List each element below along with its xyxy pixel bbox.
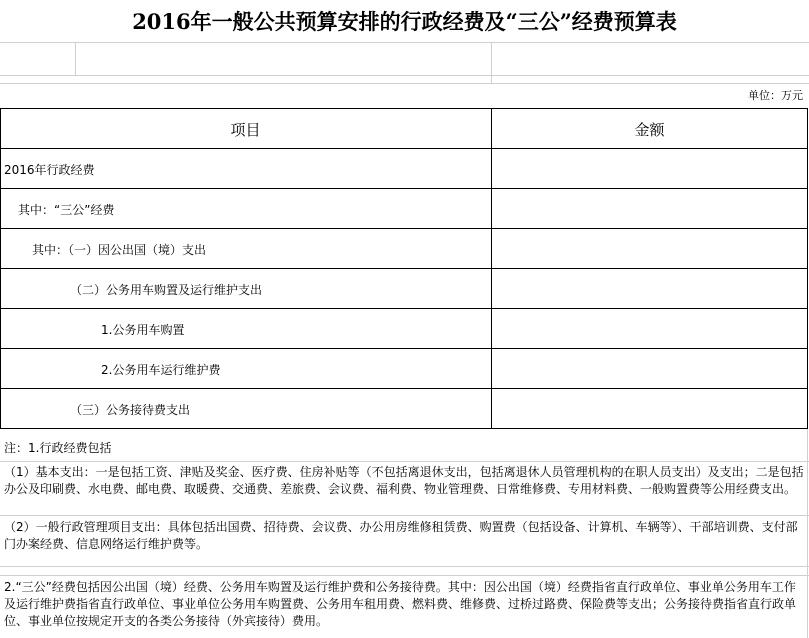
row-three-public: 其中：“三公”经费 [18,202,115,217]
gridline [0,461,809,462]
table-border [807,108,808,429]
amount-cell [492,309,807,349]
gridline [0,575,809,576]
row-vehicle-maintenance: 2.公务用车运行维护费 [101,362,221,377]
amount-cell [492,269,807,309]
row-overseas: 其中：（一）因公出国（境）支出 [32,242,207,257]
amount-cell [492,149,807,189]
note-project-expense: （2）一般行政管理项目支出：具体包括出国费、招待费、会议费、办公用房维修租赁费、购置费（包括设备、计算机、车辆等）、干部培训费、支付部门办案经费、信息网络运行维护费等。 [4,520,798,551]
row-vehicle: （二）公务用车购置及运行维护支出 [70,282,263,297]
gridline [0,83,809,84]
gridline [75,42,76,75]
row-vehicle-purchase: 1.公务用车购置 [101,322,185,337]
gridline [0,515,809,516]
amount-cell [492,189,807,229]
note-three-public: 2.“三公”经费包括因公出国（境）经费、公务用车购置及运行维护费和公务接待费。其中：因公出国（境）经费指省直行政单位、事业单公务用车工作及运行维护费指省直行政单位、事业单位公务用车购置费、公务用车租用费、燃料费、维修费、过桥过路费、保险费等支出；公务接待费指省直行政单位、事业单位按规定开支的各类公务接待（外宾接待）费用。 [4,580,797,628]
gridline [0,75,809,76]
row-reception: （三）公务接待费支出 [70,402,191,417]
unit-label: 单位：万元 [748,89,803,102]
gridline [491,42,492,83]
note-basic-expense: （1）基本支出：一是包括工资、津贴及奖金、医疗费、住房补贴等（不包括离退休支出，包括离退休人员管理机构的在职人员支出）及支出；二是包括办公及印刷费、水电费、邮电费、取暖费、交通费、差旅费、会议费、福利费、物业管理费、日常维修费、专用材料费、一般购置费等公用经费支出。 [4,465,804,496]
gridline [0,566,809,567]
page-title: 2016年一般公共预算安排的行政经费及“三公”经费预算表 [132,9,677,34]
header-item: 项目 [230,120,261,139]
row-admin-expense: 2016年行政经费 [4,162,95,177]
amount-cell [492,389,807,429]
note-heading: 注：1.行政经费包括 [4,441,112,455]
header-amount: 金额 [634,120,665,139]
amount-cell [492,229,807,269]
gridline [0,42,809,43]
gridline [807,429,808,638]
amount-cell [492,349,807,389]
